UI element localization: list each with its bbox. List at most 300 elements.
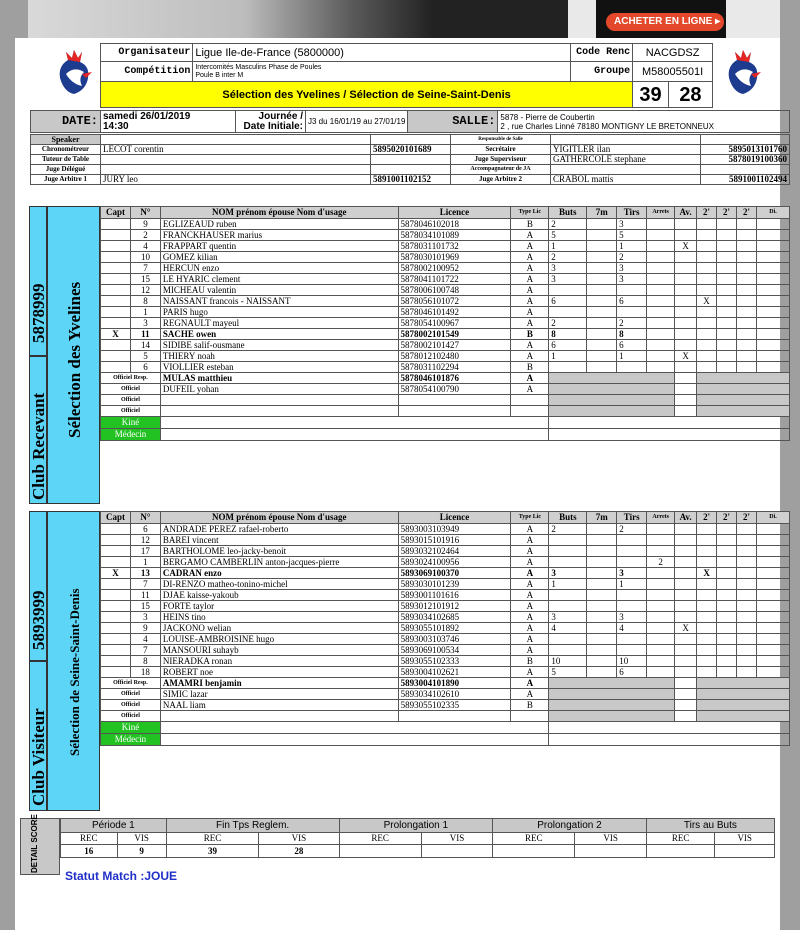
player-row — [101, 219, 790, 230]
player-empty — [737, 351, 757, 362]
player-tirs: 1 — [617, 579, 647, 590]
player-buts — [549, 362, 587, 373]
player-empty — [737, 296, 757, 307]
staff-empty-cell — [675, 395, 697, 406]
player-empty — [717, 296, 737, 307]
player-empty — [717, 656, 737, 667]
player-name: PARIS hugo — [160, 307, 398, 318]
player-d1 — [697, 351, 717, 362]
player-type: A — [511, 340, 549, 351]
player-lic: 5893012101912 — [398, 601, 511, 612]
player-lic: 5893069100370 — [398, 568, 511, 579]
staff-licence: 5893034102610 — [398, 689, 511, 700]
staff-grey-cell — [549, 678, 675, 689]
player-av — [675, 546, 697, 557]
player-d1 — [697, 579, 717, 590]
ja2-licence: 5891001102494 — [701, 175, 790, 185]
player-num: 15 — [130, 274, 160, 285]
player-name: EGLIZEAUD ruben — [160, 219, 398, 230]
player-d1 — [697, 230, 717, 241]
player-num: 15 — [130, 601, 160, 612]
player-type: A — [511, 263, 549, 274]
staff-row — [101, 678, 790, 689]
player-type: B — [511, 656, 549, 667]
col-header-d2: 2' — [717, 207, 737, 219]
ja1-name: JURY leo — [101, 175, 371, 185]
player-capt — [101, 340, 131, 351]
player-empty — [737, 362, 757, 373]
player-buts — [549, 285, 587, 296]
player-d1 — [697, 263, 717, 274]
player-name: SACHE owen — [160, 329, 398, 340]
player-capt — [101, 634, 131, 645]
player-type: A — [511, 568, 549, 579]
player-row — [101, 329, 790, 340]
player-av — [675, 524, 697, 535]
col-header-di: Di. — [756, 207, 789, 219]
player-num: 13 — [130, 568, 160, 579]
player-name: VIOLLIER esteban — [160, 362, 398, 373]
away-team-name: Sélection de Seine-Saint-Denis — [67, 588, 82, 756]
col-header-name: NOM prénom épouse Nom d'usage — [160, 512, 398, 524]
player-name: THIERY noah — [160, 351, 398, 362]
player-empty — [717, 241, 737, 252]
player-tirs: 3 — [617, 612, 647, 623]
date-initiale-label: Date Initiale: — [243, 120, 303, 132]
player-tirs: 4 — [617, 623, 647, 634]
player-empty — [756, 285, 789, 296]
player-buts — [549, 546, 587, 557]
player-empty — [717, 612, 737, 623]
player-lic: 5893055101892 — [398, 623, 511, 634]
player-lic: 5878054100967 — [398, 318, 511, 329]
player-empty — [587, 524, 617, 535]
staff-role: Officiel Resp. — [101, 373, 161, 384]
player-empty — [717, 340, 737, 351]
player-buts: 3 — [549, 612, 587, 623]
player-empty — [756, 340, 789, 351]
player-num: 9 — [130, 623, 160, 634]
player-row — [101, 590, 790, 601]
player-capt — [101, 351, 131, 362]
player-empty — [756, 351, 789, 362]
player-empty — [717, 362, 737, 373]
player-lic: 5893015101916 — [398, 535, 511, 546]
player-row — [101, 524, 790, 535]
comp-value-line1: Intercomités Masculins Phase de Poules — [195, 63, 322, 71]
secretary-label: Secrétaire — [451, 145, 551, 155]
player-arr — [647, 307, 675, 318]
rec-header: REC — [166, 833, 259, 845]
player-d1 — [697, 634, 717, 645]
buy-online-button[interactable]: ACHETER EN LIGNE ▸ — [606, 13, 724, 31]
player-capt — [101, 645, 131, 656]
player-av — [675, 568, 697, 579]
player-empty — [717, 645, 737, 656]
player-type: A — [511, 634, 549, 645]
col-header-lic: Licence — [398, 512, 511, 524]
player-name: NAISSANT francois - NAISSANT — [160, 296, 398, 307]
player-d1 — [697, 318, 717, 329]
player-empty — [756, 579, 789, 590]
player-row — [101, 557, 790, 568]
player-capt — [101, 274, 131, 285]
ffhb-rooster-logo-right — [721, 48, 767, 98]
player-av — [675, 274, 697, 285]
staff-name: MULAS matthieu — [160, 373, 398, 384]
staff-role: Officiel — [101, 406, 161, 417]
home-team-name: Sélection des Yvelines — [65, 281, 84, 438]
player-capt — [101, 362, 131, 373]
player-av — [675, 579, 697, 590]
col-header-m7: 7m — [587, 207, 617, 219]
score-away: 28 — [668, 82, 712, 108]
player-lic: 5893034102685 — [398, 612, 511, 623]
col-header-d1: 2' — [697, 207, 717, 219]
comp-label: Compétition — [101, 62, 193, 82]
player-row — [101, 612, 790, 623]
player-num: 12 — [130, 535, 160, 546]
resp-salle-label: Responsable de Salle — [451, 135, 551, 145]
player-num: 6 — [130, 524, 160, 535]
player-empty — [587, 340, 617, 351]
player-empty — [717, 318, 737, 329]
player-num: 8 — [130, 296, 160, 307]
period-header: Prolongation 2 — [493, 819, 647, 833]
staff-grey-cell — [549, 395, 675, 406]
player-empty — [737, 601, 757, 612]
player-empty — [737, 524, 757, 535]
player-buts: 4 — [549, 623, 587, 634]
medecin-empty — [549, 734, 790, 746]
ja2-name: CRABOL mattis — [551, 175, 701, 185]
player-num: 1 — [130, 307, 160, 318]
player-empty — [756, 230, 789, 241]
player-row — [101, 351, 790, 362]
player-num: 1 — [130, 557, 160, 568]
staff-role: Officiel Resp. — [101, 678, 161, 689]
player-row — [101, 667, 790, 678]
player-av — [675, 296, 697, 307]
player-lic: 5878031102294 — [398, 362, 511, 373]
player-arr — [647, 351, 675, 362]
kine-row — [101, 417, 790, 429]
player-type: A — [511, 612, 549, 623]
player-tirs: 3 — [617, 263, 647, 274]
player-empty — [587, 590, 617, 601]
player-empty — [717, 329, 737, 340]
player-buts: 1 — [549, 241, 587, 252]
player-capt — [101, 252, 131, 263]
player-empty — [756, 263, 789, 274]
player-d1 — [697, 557, 717, 568]
player-arr — [647, 568, 675, 579]
col-header-d3: 2' — [737, 207, 757, 219]
player-empty — [717, 219, 737, 230]
player-num: 12 — [130, 285, 160, 296]
player-empty — [737, 557, 757, 568]
col-header-tirs: Tirs — [617, 207, 647, 219]
rec-vis-row — [61, 833, 775, 845]
player-lic: 5893032102464 — [398, 546, 511, 557]
staff-row — [101, 384, 790, 395]
player-buts: 6 — [549, 340, 587, 351]
player-type: A — [511, 546, 549, 557]
detail-score-box — [20, 814, 60, 875]
player-empty — [587, 362, 617, 373]
player-lic: 5878046102018 — [398, 219, 511, 230]
player-empty — [756, 274, 789, 285]
player-tirs: 8 — [617, 329, 647, 340]
player-lic: 5878034101089 — [398, 230, 511, 241]
kine-row — [101, 722, 790, 734]
player-capt — [101, 318, 131, 329]
player-d1 — [697, 252, 717, 263]
player-lic: 5893024100956 — [398, 557, 511, 568]
date-label: DATE: — [31, 111, 101, 133]
player-empty — [756, 329, 789, 340]
player-name: REGNAULT mayeul — [160, 318, 398, 329]
staff-role: Officiel — [101, 689, 161, 700]
player-empty — [587, 557, 617, 568]
player-lic: 5878002100952 — [398, 263, 511, 274]
player-buts: 5 — [549, 230, 587, 241]
code-label: Code Renc — [571, 44, 633, 62]
player-d1: X — [697, 296, 717, 307]
player-empty — [737, 219, 757, 230]
away-club-label: Club Visiteur — [29, 708, 48, 806]
player-name: FRAPPART quentin — [160, 241, 398, 252]
player-av — [675, 329, 697, 340]
player-arr — [647, 634, 675, 645]
ja1-label: Juge Arbitre 1 — [31, 175, 101, 185]
player-empty — [717, 590, 737, 601]
player-type: A — [511, 307, 549, 318]
player-lic: 5878012102480 — [398, 351, 511, 362]
player-lic: 5878046101492 — [398, 307, 511, 318]
player-empty — [587, 579, 617, 590]
staff-grey-cell — [697, 689, 790, 700]
staff-grey-cell — [697, 678, 790, 689]
score-vis-value: 28 — [259, 845, 339, 858]
player-empty — [717, 351, 737, 362]
player-row — [101, 601, 790, 612]
player-row — [101, 307, 790, 318]
player-av — [675, 219, 697, 230]
player-capt — [101, 590, 131, 601]
player-num: 5 — [130, 351, 160, 362]
staff-role: Officiel — [101, 395, 161, 406]
player-empty — [737, 546, 757, 557]
staff-grey-cell — [697, 373, 790, 384]
staff-empty-cell — [675, 384, 697, 395]
player-arr — [647, 274, 675, 285]
col-header-num: N° — [130, 207, 160, 219]
player-buts — [549, 634, 587, 645]
col-header-di: Di. — [756, 512, 789, 524]
player-empty — [756, 241, 789, 252]
player-empty — [587, 601, 617, 612]
staff-name: SIMIC lazar — [160, 689, 398, 700]
player-row — [101, 230, 790, 241]
staff-licence — [398, 395, 511, 406]
player-empty — [587, 645, 617, 656]
player-lic: 5878006100748 — [398, 285, 511, 296]
player-type: A — [511, 667, 549, 678]
player-tirs — [617, 557, 647, 568]
player-type: B — [511, 219, 549, 230]
org-label: Organisateur — [101, 44, 193, 62]
staff-grey-cell — [549, 700, 675, 711]
player-arr — [647, 340, 675, 351]
player-num: 9 — [130, 219, 160, 230]
player-av — [675, 263, 697, 274]
player-av — [675, 307, 697, 318]
score-table — [60, 818, 775, 858]
player-row — [101, 274, 790, 285]
player-capt — [101, 623, 131, 634]
staff-row — [101, 700, 790, 711]
ja2-label: Juge Arbitre 2 — [451, 175, 551, 185]
player-num: 7 — [130, 579, 160, 590]
player-name: FRANCKHAUSER marius — [160, 230, 398, 241]
banner-image — [28, 0, 568, 38]
home-players-table — [100, 206, 790, 441]
player-capt — [101, 656, 131, 667]
player-empty — [756, 296, 789, 307]
delegue-label: Juge Délégué — [31, 165, 101, 175]
match-title: Sélection des Yvelines / Sélection de Seine-Saint-Denis — [101, 82, 633, 108]
player-empty — [737, 318, 757, 329]
player-tirs: 3 — [617, 568, 647, 579]
player-buts — [549, 601, 587, 612]
player-arr — [647, 667, 675, 678]
player-d1 — [697, 307, 717, 318]
player-type: A — [511, 285, 549, 296]
player-empty — [587, 296, 617, 307]
player-capt — [101, 230, 131, 241]
kine-value — [160, 722, 548, 734]
score-vis-value — [715, 845, 775, 858]
col-header-arrets: Arrets — [647, 512, 675, 524]
player-empty — [737, 568, 757, 579]
player-name: HEINS tino — [160, 612, 398, 623]
player-empty — [587, 318, 617, 329]
player-buts: 8 — [549, 329, 587, 340]
player-type: B — [511, 362, 549, 373]
player-arr — [647, 362, 675, 373]
player-num: 6 — [130, 362, 160, 373]
score-rec-value — [646, 845, 715, 858]
player-num: 11 — [130, 590, 160, 601]
player-empty — [587, 667, 617, 678]
journee-label: Journée / — [258, 110, 303, 122]
player-empty — [737, 612, 757, 623]
player-capt — [101, 612, 131, 623]
vis-header: VIS — [259, 833, 339, 845]
player-capt: X — [101, 329, 131, 340]
player-tirs: 6 — [617, 296, 647, 307]
player-type: A — [511, 645, 549, 656]
player-capt — [101, 579, 131, 590]
kine-label: Kiné — [101, 417, 161, 429]
staff-grey-cell — [549, 406, 675, 417]
staff-role: Officiel — [101, 711, 161, 722]
staff-licence: 5878046101876 — [398, 373, 511, 384]
player-name: JACKONO welian — [160, 623, 398, 634]
player-empty — [587, 252, 617, 263]
player-capt — [101, 241, 131, 252]
player-empty — [717, 667, 737, 678]
player-d1 — [697, 645, 717, 656]
staff-licence — [398, 711, 511, 722]
player-d1 — [697, 535, 717, 546]
player-arr: 2 — [647, 557, 675, 568]
player-av — [675, 535, 697, 546]
chrono-name: LECOT corentin — [101, 145, 371, 155]
player-empty — [756, 535, 789, 546]
player-empty — [587, 329, 617, 340]
player-empty — [587, 219, 617, 230]
match-status: Statut Match :JOUE — [65, 869, 178, 883]
secretary-name: YIGITLER ilan — [551, 145, 701, 155]
player-num: 2 — [130, 230, 160, 241]
staff-grey-cell — [549, 384, 675, 395]
player-type: A — [511, 241, 549, 252]
player-arr — [647, 590, 675, 601]
player-num: 10 — [130, 252, 160, 263]
rec-header: REC — [61, 833, 118, 845]
player-av — [675, 252, 697, 263]
player-d1 — [697, 219, 717, 230]
player-capt — [101, 667, 131, 678]
col-header-type: Type Lic — [511, 207, 549, 219]
player-empty — [756, 524, 789, 535]
staff-role: Officiel — [101, 700, 161, 711]
player-arr — [647, 296, 675, 307]
score-rec-value — [339, 845, 421, 858]
secretary-licence: 5895013101760 — [701, 145, 790, 155]
player-row — [101, 263, 790, 274]
player-empty — [756, 612, 789, 623]
staff-empty-cell — [675, 711, 697, 722]
player-buts: 5 — [549, 667, 587, 678]
player-num: 4 — [130, 241, 160, 252]
rec-header: REC — [339, 833, 421, 845]
player-empty — [587, 612, 617, 623]
player-empty — [587, 274, 617, 285]
period-header: Prolongation 1 — [339, 819, 493, 833]
staff-name: NAAL liam — [160, 700, 398, 711]
player-av — [675, 230, 697, 241]
player-av — [675, 601, 697, 612]
player-tirs: 6 — [617, 667, 647, 678]
player-capt — [101, 263, 131, 274]
player-av: X — [675, 241, 697, 252]
player-empty — [717, 307, 737, 318]
player-empty — [737, 579, 757, 590]
score-vis-value — [421, 845, 492, 858]
player-d1 — [697, 656, 717, 667]
supervisor-name: GATHERCOLE stephane — [551, 155, 701, 165]
player-empty — [756, 623, 789, 634]
player-row — [101, 241, 790, 252]
player-lic: 5878030101969 — [398, 252, 511, 263]
salle-value-line2: 2 , rue Charles Linné 78180 MONTIGNY LE BRETONNEUX — [500, 121, 714, 131]
player-capt — [101, 285, 131, 296]
player-arr — [647, 656, 675, 667]
player-av: X — [675, 623, 697, 634]
